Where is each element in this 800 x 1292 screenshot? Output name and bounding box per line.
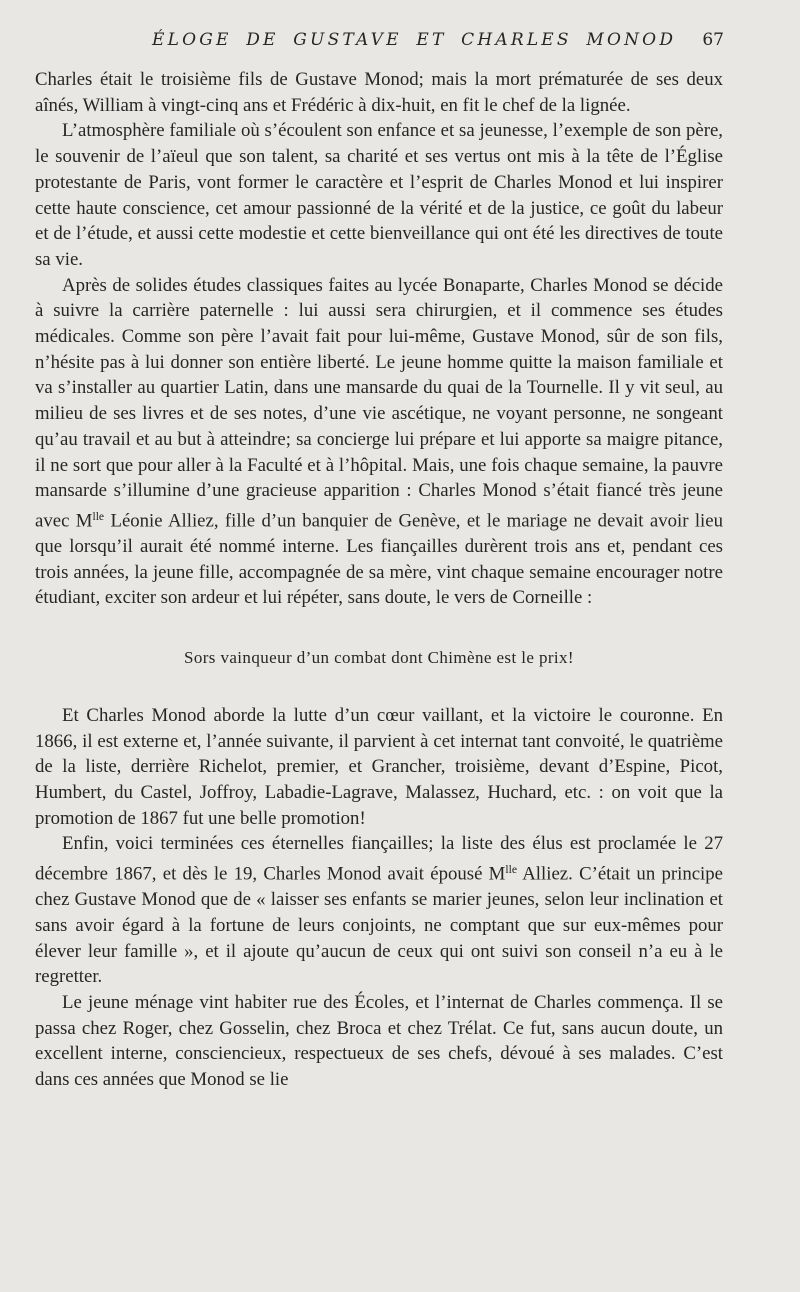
- paragraph-5-part-a: Enfin, voici terminées ces éternelles fiançailles; la liste des élus est proclamée le 27 décembre 1867, et dès le 19, Charles Monod avait épousé: [35, 833, 723, 885]
- paragraph-3-part-b: Léonie Alliez, fille d’un banquier de Genève, et le mariage ne devait avoir lieu que lorsqu’il aurait été nommé interne. Les fiançailles durèrent trois ans et, pendant ces trois années, la jeune fille, accompagnée de sa mère, vint chaque semaine encourager notre étudiant, exciter son ardeur et lui répéter, sans doute, le vers de Corneille :: [35, 510, 723, 609]
- title-abbrev-superscript: lle: [505, 863, 518, 877]
- running-title: ÉLOGE DE GUSTAVE ET CHARLES MONOD: [152, 30, 677, 50]
- verse-quote: Sors vainqueur d’un combat dont Chimène est le prix!: [183, 648, 574, 668]
- paragraph-3: [35, 273, 723, 612]
- paragraph-6: Le jeune ménage vint habiter rue des Écoles, et l’internat de Charles commença. Il se passa chez Roger, chez Gosselin, chez Broca et chez Trélat. Ce fut, sans aucun doute, un excellent interne, consciencieux, respectueux de ses chefs, dévoué à ses malades. C’est dans ces années que Monod se lie: [35, 992, 723, 1091]
- title-abbrev-superscript: lle: [92, 509, 105, 523]
- paragraph-3-part-a: Après de solides études classiques faites au lycée Bonaparte, Charles Monod se décide à suivre la carrière paternelle : lui aussi sera chirurgien, et il commence ses études médicales. Comme son père l’avait fait pour lui-même, Gustave Monod, sûr de son fils, n’hésite pas à lui donner son entière liberté. Le jeune homme quitte la maison familiale et va s’installer au quartier Latin, dans une mansarde du quai de la Tournelle. Il y vit seul, au milieu de ses livres et de ses notes, d’une vie ascétique, ne voyant personne, ne songeant qu’au travail et au but à atteindre; sa concierge lui prépare et lui apporte sa maigre pitance, il ne sort que pour aller à la Faculté et à l’hôpital. Mais, une fois chaque semaine, la pauvre mansarde s’illumine d’une gracieuse apparition : Charles Monod s’était fiancé très jeune avec: [35, 274, 723, 532]
- paragraph-5: [35, 831, 723, 990]
- page-header: [0, 30, 800, 54]
- paragraph-1: Charles était le troisième fils de Gustave Monod; mais la mort prématurée de ses deux aînés, William à vingt-cinq ans et Frédéric à dix-huit, en fit le chef de la lignée.: [35, 69, 723, 116]
- paragraph-2: L’atmosphère familiale où s’écoulent son enfance et sa jeunesse, l’exemple de son père, le souvenir de l’aïeul que son talent, sa charité et ses vertus ont mis à la tête de l’Église protestante de Paris, vont former le caractère et l’esprit de Charles Monod et lui inspirer cette haute conscience, cet amour passionné de la vérité et de la justice, ce goût du labeur et de l’étude, et aussi cette modestie et cette bienveillance qui ont été les directives de toute sa vie.: [35, 120, 723, 270]
- title-abbrev: M: [488, 863, 506, 885]
- paragraph-4: Et Charles Monod aborde la lutte d’un cœur vaillant, et la victoire le couronne. En 1866, il est externe et, l’année suivante, il parvient à cet internat tant convoité, le quatrième de la liste, derrière Richelot, premier, et Grancher, troisième, devant d’Espine, Picot, Humbert, du Castel, Joffroy, Labadie-Lagrave, Malassez, Huchard, etc. : on voit que la promotion de 1867 fut une belle promotion!: [35, 704, 723, 829]
- paragraph-5-part-b: Alliez. C’était un principe chez Gustave Monod que de « laisser ses enfants se marier jeunes, selon leur inclination et sans avoir égard à la fortune de leurs conjoints, ne comptant que sur eux-mêmes pour élever leur famille », et il ajoute qu’aucun de ceux qui ont suivi son conseil n’a eu à le regretter.: [35, 863, 723, 988]
- body-text: [35, 67, 723, 1093]
- page-number: 67: [702, 30, 724, 50]
- title-abbrev: M: [75, 510, 93, 532]
